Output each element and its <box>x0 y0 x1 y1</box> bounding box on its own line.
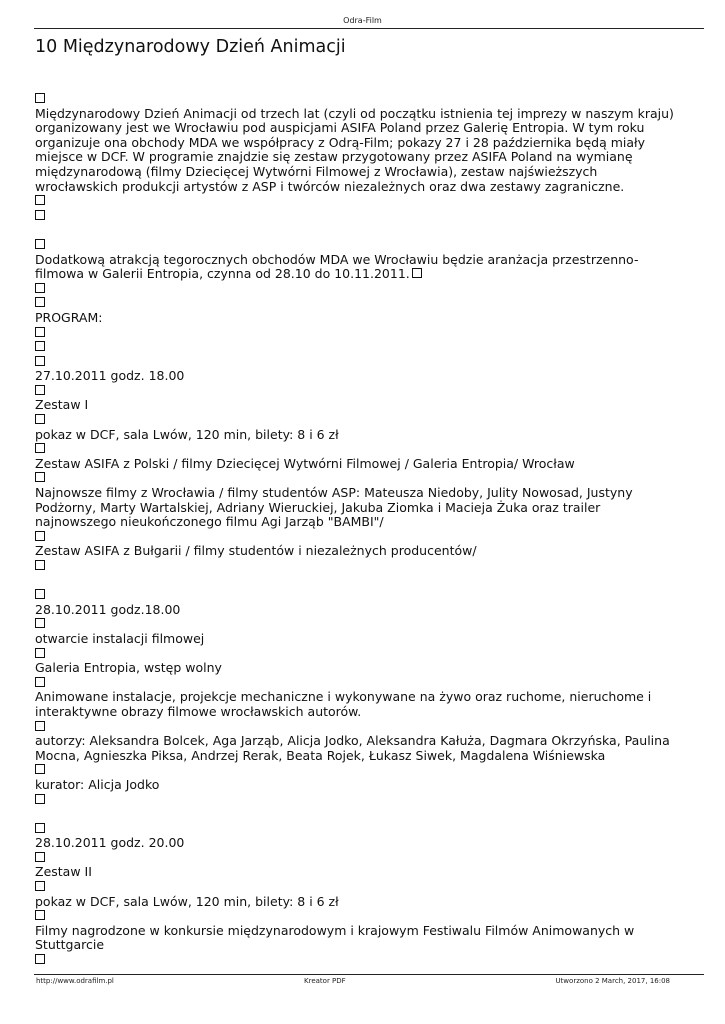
event-authors: autorzy: Aleksandra Bolcek, Aga Jarząb, Alicja Jodko, Aleksandra Kałuża, Dagmara Okrzyńska, Paulina Mocna, Agnieszka Piksa, Andrzej Rerak, Beata Rojek, Łukasz Siwek, Magdalena Wiśniewska <box>35 733 670 763</box>
footer-divider <box>34 974 704 975</box>
placeholder-box <box>35 282 680 297</box>
missing-glyph-icon <box>35 531 45 541</box>
missing-glyph-icon <box>35 93 45 103</box>
extra-paragraph <box>35 253 680 282</box>
missing-glyph-icon <box>35 356 45 366</box>
missing-glyph-icon <box>35 472 45 482</box>
missing-glyph-icon <box>35 794 45 804</box>
program-item: Zestaw ASIFA z Polski / filmy Dziecięcej Wytwórni Filmowej / Galeria Entropia/ Wrocław <box>35 455 575 471</box>
footer-generator: Kreator PDF <box>304 977 346 985</box>
missing-glyph-icon <box>412 268 422 278</box>
placeholder-box <box>35 238 680 253</box>
placeholder-box <box>35 355 680 370</box>
event-name: Zestaw I <box>35 397 89 413</box>
placeholder-box <box>35 340 680 355</box>
placeholder-box <box>35 676 680 691</box>
missing-glyph-icon <box>35 589 45 599</box>
placeholder-box <box>35 588 680 603</box>
missing-glyph-icon <box>35 881 45 891</box>
event-venue: pokaz w DCF, sala Lwów, 120 min, bilety: 8 i 6 zł <box>35 893 339 909</box>
placeholder-box <box>35 559 680 574</box>
program-item: Najnowsze filmy z Wrocławia / filmy studentów ASP: Mateusza Niedoby, Julity Nowosad, Justyny Podżorny, Marty Wartalskiej, Adriany Wieruckiej, Jakuba Ziomka i Macieja Żuka oraz trailer najnowszego nieukończonego filmu Agi Jarząb "BAMBI"/ <box>35 485 633 530</box>
missing-glyph-icon <box>35 341 45 351</box>
placeholder-box <box>35 822 680 837</box>
placeholder-box <box>35 92 680 107</box>
missing-glyph-icon <box>35 677 45 687</box>
placeholder-box <box>35 296 680 311</box>
article-body <box>35 92 680 968</box>
intro-paragraph: Międzynarodowy Dzień Animacji od trzech lat (czyli od początku istnienia tej imprezy w naszym kraju) organizowany jest we Wrocławiu pod auspicjami ASIFA Poland przez Galerię Entropia. W tym roku organizuje ona obchody MDA we współpracy z Odrą-Film; pokazy 27 i 28 października będą miały miejsce w DCF. W programie znajdzie się zestaw przygotowany przez ASIFA Poland na wymianę międzynarodową (filmy Dziecięcej Wytwórni Filmowej z Wrocławia), zestaw najświeższych wrocławskich produkcji artystów z ASP i twórców niezależnych oraz dwa zestawy zagraniczne. <box>35 105 674 194</box>
missing-glyph-icon <box>35 297 45 307</box>
program-heading: PROGRAM: <box>35 309 103 325</box>
missing-glyph-icon <box>35 954 45 964</box>
missing-glyph-icon <box>35 385 45 395</box>
placeholder-box <box>35 909 680 924</box>
missing-glyph-icon <box>35 764 45 774</box>
missing-glyph-icon <box>35 721 45 731</box>
placeholder-box <box>35 763 680 778</box>
placeholder-box <box>35 953 680 968</box>
placeholder-box <box>35 530 680 545</box>
footer-created-date: Utworzono 2 March, 2017, 16:08 <box>555 977 670 985</box>
missing-glyph-icon <box>35 910 45 920</box>
header-site-name: Odra-Film <box>343 16 382 25</box>
event-description: Animowane instalacje, projekcje mechaniczne i wykonywane na żywo oraz ruchome, nieruchome i interaktywne obrazy filmowe wrocławskich autorów. <box>35 689 652 719</box>
footer-url-link[interactable]: http://www.odrafilm.pl <box>36 977 114 985</box>
event-venue: pokaz w DCF, sala Lwów, 120 min, bilety: 8 i 6 zł <box>35 426 339 442</box>
extra-text: Dodatkową atrakcją tegorocznych obchodów MDA we Wrocławiu będzie aranżacja przestrzenno-filmowa w Galerii Entropia, czynna od 28.10 do 10.11.2011. <box>35 251 639 282</box>
placeholder-box <box>35 880 680 895</box>
missing-glyph-icon <box>35 823 45 833</box>
missing-glyph-icon <box>35 195 45 205</box>
missing-glyph-icon <box>35 443 45 453</box>
event-curator: kurator: Alicja Jodko <box>35 776 160 792</box>
placeholder-box <box>35 442 680 457</box>
event-venue: Galeria Entropia, wstęp wolny <box>35 660 222 676</box>
placeholder-box <box>35 384 680 399</box>
missing-glyph-icon <box>35 414 45 424</box>
placeholder-box <box>35 851 680 866</box>
event-description: Filmy nagrodzone w konkursie międzynarodowym i krajowym Festiwalu Filmów Animowanych w Stuttgarcie <box>35 922 635 953</box>
page-title: 10 Międzynarodowy Dzień Animacji <box>35 37 346 57</box>
program-item: Zestaw ASIFA z Bułgarii / filmy studentów i niezależnych producentów/ <box>35 543 477 559</box>
event-date: 28.10.2011 godz.18.00 <box>35 601 181 617</box>
event-date: 27.10.2011 godz. 18.00 <box>35 368 185 384</box>
placeholder-box <box>35 209 680 224</box>
missing-glyph-icon <box>35 283 45 293</box>
missing-glyph-icon <box>35 210 45 220</box>
placeholder-box <box>35 194 680 209</box>
missing-glyph-icon <box>35 648 45 658</box>
missing-glyph-icon <box>35 239 45 249</box>
missing-glyph-icon <box>35 618 45 628</box>
missing-glyph-icon <box>35 560 45 570</box>
event-name: otwarcie instalacji filmowej <box>35 630 205 646</box>
missing-glyph-icon <box>35 852 45 862</box>
placeholder-box <box>35 471 680 486</box>
placeholder-box <box>35 793 680 808</box>
placeholder-box <box>35 326 680 341</box>
placeholder-box <box>35 617 680 632</box>
placeholder-box <box>35 647 680 662</box>
event-name: Zestaw II <box>35 864 92 880</box>
placeholder-box <box>35 720 680 735</box>
header-divider <box>34 28 704 29</box>
missing-glyph-icon <box>35 327 45 337</box>
placeholder-box <box>35 413 680 428</box>
event-date: 28.10.2011 godz. 20.00 <box>35 835 185 851</box>
